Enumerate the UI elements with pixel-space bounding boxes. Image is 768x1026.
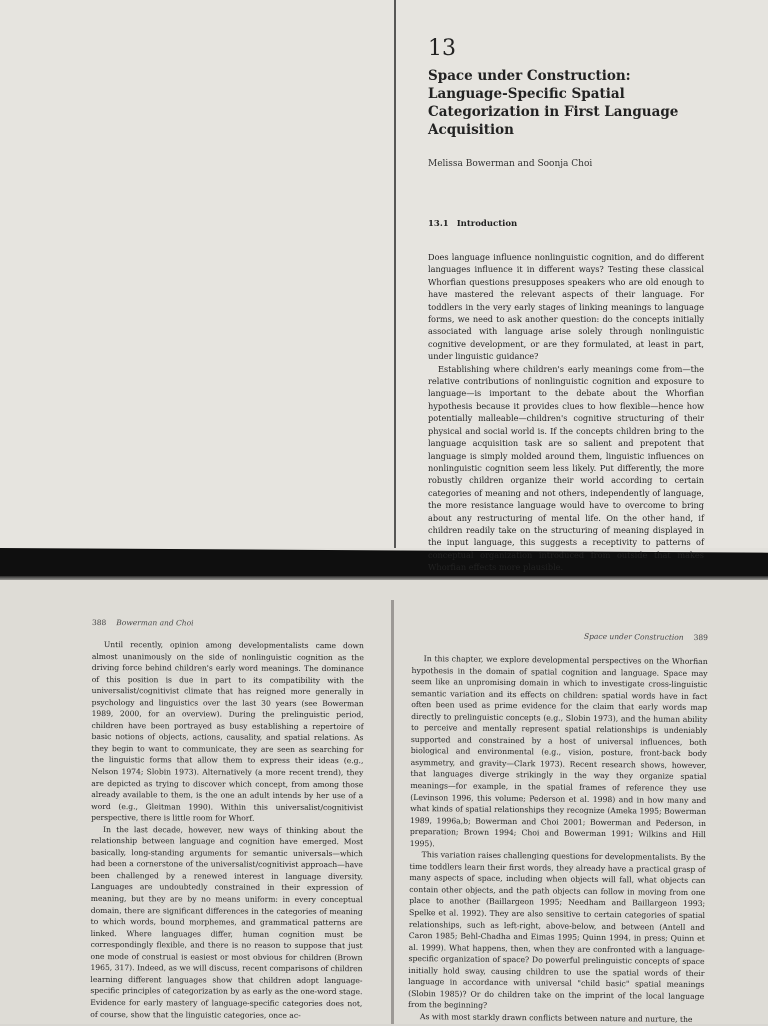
running-head-text: Space under Construction [583, 631, 684, 642]
chapter-title: Space under Construction: Language-Specific Spatial Categorization in First Language Acquisition [428, 68, 679, 138]
section-number: 13.1 [428, 219, 449, 229]
lower-gutter [391, 600, 394, 1024]
paragraph: This variation raises challenging questions for developmentalists. By the time toddlers learn their first words, they already have a practical grasp of many aspects of space, including when objects will fall, what objects can contain other objects, and the path objects can follow in moving from one place to another (Baillargeon 1995; Needham and Baillargeon 1993; Spelke et al. 1992). They are also sensitive to certain categories of spatial relationships, such as left-right, above-below, and between (Antell and Caron 1985; Behl-Chadha and Eimas 1995; Quinn 1994, in press; Quinn et al. 1999). What happens, then, when they are confronted with a language-specific organization of space? Do powerful prelinguistic concepts of space initially hold sway, causing children to use the spatial words of their language in accordance with universal "child basic" spatial meanings (Slobin 1985)? Or do children take on the imprint of the local language from the beginning? [408, 850, 706, 1011]
page-389-text [408, 653, 708, 1026]
running-head-text: Bowerman and Choi [116, 618, 194, 628]
paragraph: In the last decade, however, new ways of thinking about the relationship between language and cognition have emerged. Most basically, long-standing arguments for semantic universals—which had been a cornerstone of the universalist/cognitivist approach—have been challenged by a renewed interest in language diversity. Languages are undoubtedly constrained in their expression of meaning, but they are by no means uniform: in every conceptual domain, there are significant differences in the categories of meaning to which words, bound morphemes, and grammatical patterns are linked. Where languages differ, human cognition must be correspondingly flexible, and there is no reason to suppose that just one mode of construal is easiest or most obvious for children (Brown 1965, 317). Indeed, as we will discuss, recent comparisons of children learning different languages show that children adopt language-specific principles of categorization by as early as the one-word stage. Evidence for early mastery of language-specific categories does not, of course, show that the linguistic categories, once ac- [90, 824, 364, 1020]
paragraph: In this chapter, we explore developmental perspectives on the Whorfian hypothesis in the domain of spatial cognition and language. Space may seem like an unpromising domain in which to investigate cross-linguistic semantic variation and its effects on children: spatial words have in fact often been used as prime evidence for the claim that early words map directly to prelinguistic concepts (e.g., Slobin 1973), and the human ability to perceive and mentally represent spatial relationships is undeniably supported and constrained by a host of universal influences, both biological and environmental (e.g., vision, posture, front-back body asymmetry, and gravity—Clark 1973). Recent research shows, however, that languages diverge strikingly in the way they organize spatial meanings—for example, in the spatial frames of reference they use (Levinson 1996, this volume; Pederson et al. 1998) and in how many and what kinds of spatial relationships they recognize (Ameka 1995; Bowerman 1989, 1996a,b; Bowerman and Choi 2001; Bowerman and Pederson, in preparation; Brown 1994; Choi and Bowerman 1991; Wilkins and Hill 1995). [409, 654, 708, 848]
section-title: Introduction [456, 219, 518, 229]
upper-gutter [394, 0, 396, 548]
page-number: 389 [693, 632, 708, 643]
page-388 [90, 618, 364, 1021]
chapter-number: 13 [428, 36, 456, 61]
paragraph: Does language influence nonlinguistic cognition, and do different languages influence it in different ways? Testing these classical Whorfian questions presupposes speakers who are old enough to have mastered the relevant aspects of their language. For toddlers in the very early stages of linking meanings to language forms, we need to ask another question: do the concepts initially associated with language arise solely through nonlinguistic cognitive development, or are they formulated, at least in part, under linguistic guidance? [428, 252, 704, 362]
section-heading [428, 219, 704, 229]
paragraph: As with most starkly drawn conflicts between nature and nurture, the [419, 1012, 693, 1024]
paragraph: Establishing where children's early meanings come from—the relative contributions of nonlinguistic cognition and exposure to language—is important to the debate about the Whorfian hypothesis because it provides clues to how flexible—hence how potentially malleable—children's cognitive structuring of their physical and social world is. If the concepts children bring to the language acquisition task are so salient and prepotent that language is simply molded around them, linguistic influences on nonlinguistic cognition seem less likely. Put differently, the more robustly children organize their world according to certain categories of meaning and not others, independently of language, the more resistance language would have to overcome to bring about any restructuring of mental life. On the other hand, if children readily take on the structuring of meaning displayed in the input language, this suggests a receptivity to patterns of conceptual organization introduced from outside that makes Whorfian effects more plausible. [428, 363, 704, 573]
running-head-left [92, 618, 364, 628]
running-head-right [412, 630, 708, 642]
chapter-authors: Melissa Bowerman and Soonja Choi [428, 159, 593, 169]
page-number: 388 [91, 618, 107, 628]
introduction-text [428, 251, 704, 574]
page-389 [408, 630, 708, 1026]
page-388-text [90, 639, 364, 1021]
paragraph: Until recently, opinion among developmentalists came down almost unanimously on the side of nonlinguistic cognition as the driving force behind children's early word meanings. The dominance of this position is due in part to its compatibility with the universalist/cognitivist climate that has reigned more generally in psychology and linguistics over the last 30 years (see Bowerman 1989, 2000, for an overview). During the prelinguistic period, children have been portrayed as busy establishing a repertoire of basic notions of objects, actions, causality, and spatial relations. As they begin to want to communicate, they are seen as searching for the linguistic forms that allow them to express their ideas (e.g., Nelson 1974; Slobin 1973). Alternatively (a more recent trend), they are depicted as trying to discover which concept, from among those already available to them, is the one an adult intends by her use of a word (e.g., Gleitman 1990). Within this universalist/cognitivist perspective, there is little room for Whorf. [91, 640, 364, 823]
chapter-opening-page [428, 36, 704, 574]
